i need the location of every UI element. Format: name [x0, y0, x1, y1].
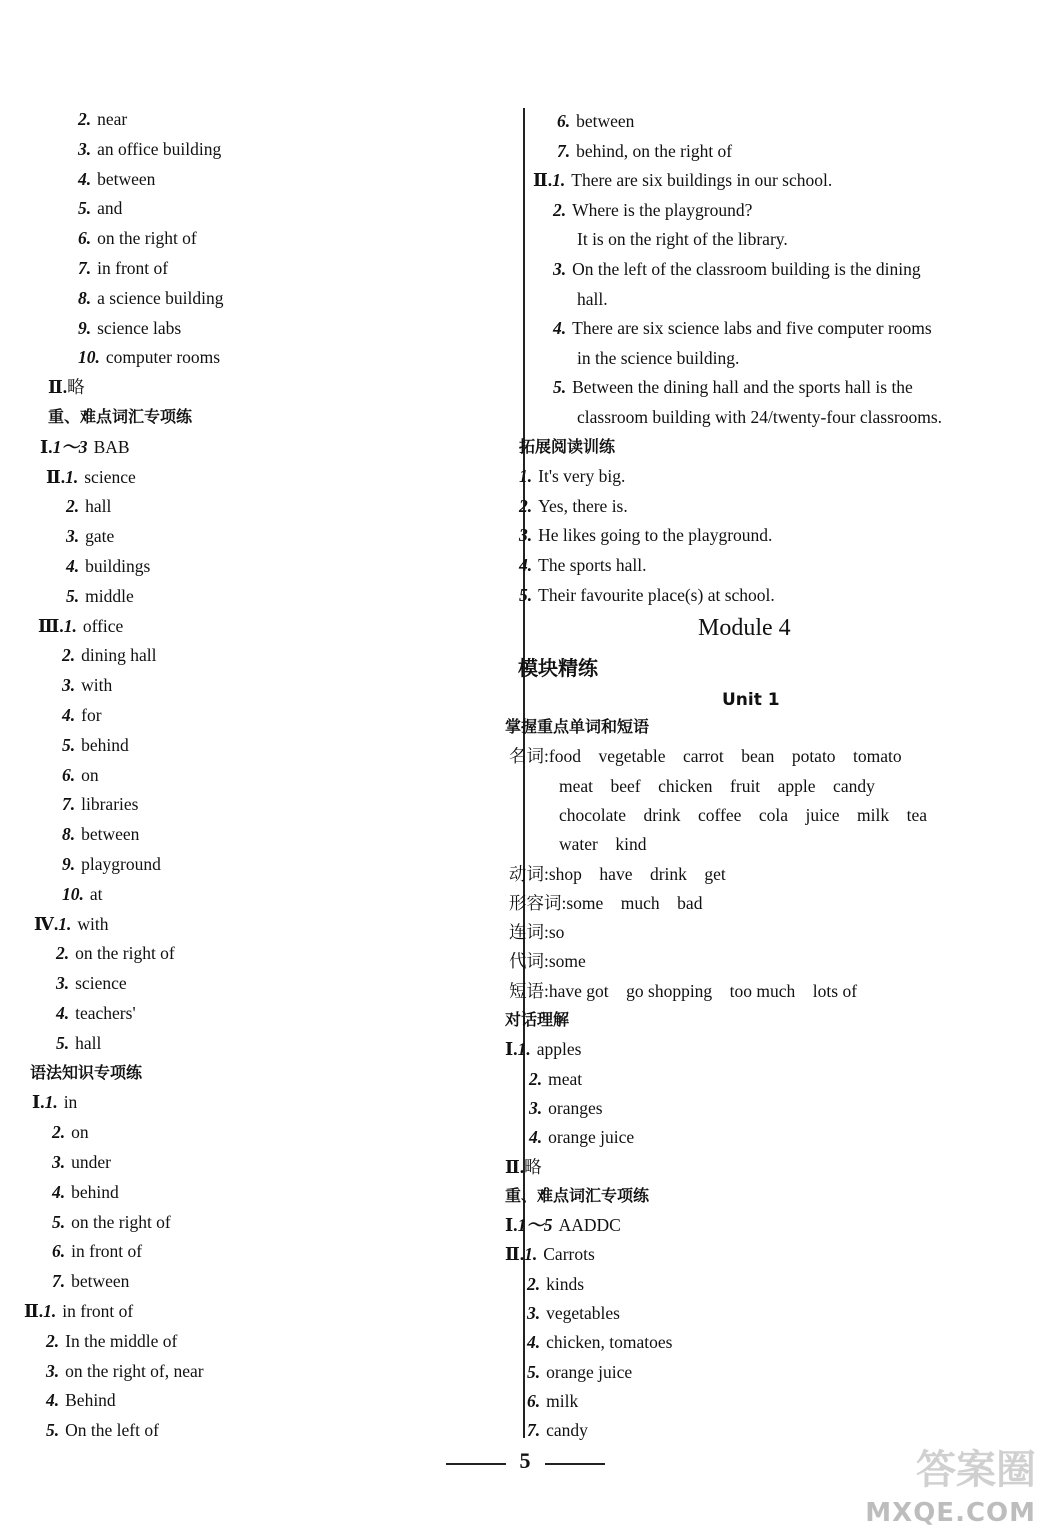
item-number: 6.	[527, 1390, 541, 1411]
item-number: 2.	[66, 496, 80, 517]
item-number: 3.	[519, 525, 533, 546]
roman-numeral: Ⅱ.	[505, 1244, 525, 1265]
answer-line	[505, 1156, 542, 1178]
answer-text: hall	[85, 496, 112, 517]
item-number: 5.	[52, 1211, 66, 1232]
item-number: 5.	[62, 734, 76, 755]
item-number: 10.	[78, 347, 100, 368]
answer-text: chicken, tomatoes	[546, 1332, 673, 1353]
page-number: 5	[519, 1448, 531, 1473]
answer-text: There are six buildings in our school.	[571, 170, 833, 191]
footer-ornament-left	[446, 1463, 506, 1465]
answer-text: with	[81, 675, 113, 696]
answer-line	[78, 287, 223, 309]
answer-line	[78, 317, 181, 339]
answer-line	[32, 1091, 77, 1113]
answer-text: 短语:have got go shopping too much lots of	[509, 980, 858, 1001]
answer-line	[519, 495, 628, 517]
watermark-logo: 答案圈	[916, 1447, 1036, 1493]
answer-line	[78, 257, 168, 279]
section-heading: 语法知识专项练	[30, 1062, 143, 1082]
answer-text: buildings	[85, 556, 151, 576]
item-number: 2.	[529, 1068, 543, 1089]
answer-text: hall	[75, 1032, 102, 1053]
answer-line	[62, 674, 112, 696]
item-number: 4.	[527, 1332, 541, 1353]
answer-text: playground	[81, 854, 161, 874]
answer-text: a science building	[97, 287, 224, 308]
answer-line	[78, 227, 197, 249]
answer-text: 略	[524, 1156, 542, 1177]
answer-line	[519, 524, 772, 546]
answer-line	[48, 376, 85, 398]
answer-text: between	[97, 168, 156, 189]
answer-line	[509, 980, 857, 1002]
item-number: 2.	[52, 1122, 66, 1143]
answer-line	[46, 1360, 204, 1382]
answer-text: middle	[85, 585, 134, 606]
answer-line	[52, 1240, 142, 1262]
watermark	[856, 1438, 1036, 1528]
item-number: 7.	[78, 258, 92, 278]
item-number: 1.	[552, 170, 566, 191]
item-number: 3.	[78, 138, 92, 159]
roman-numeral: Ⅱ.	[24, 1301, 44, 1321]
roman-numeral: Ⅱ.	[505, 1156, 525, 1177]
answer-line	[62, 704, 102, 726]
answer-line	[52, 1121, 89, 1143]
answer-text: Between the dining hall and the sports hall is the	[572, 377, 913, 398]
footer-ornament-right	[545, 1463, 605, 1465]
answer-text: 名词:food vegetable carrot bean potato tomato	[509, 746, 902, 767]
section-heading: 重、难点词汇专项练	[48, 407, 193, 426]
answer-line	[66, 585, 134, 607]
item-number: 2.	[56, 943, 70, 964]
answer-line	[46, 1389, 116, 1411]
module-subtitle: 模块精练	[518, 656, 598, 680]
section-heading: 掌握重点单词和短语	[505, 717, 650, 736]
answer-line	[56, 972, 127, 994]
answer-line	[527, 1361, 632, 1383]
answer-line	[56, 942, 175, 964]
answer-line	[553, 317, 932, 339]
answer-line	[56, 1032, 101, 1054]
answer-line	[509, 921, 564, 943]
answer-line	[577, 228, 788, 250]
answer-line	[66, 495, 111, 517]
answer-text: teachers'	[75, 1003, 136, 1023]
item-number: 6.	[62, 764, 76, 785]
answer-text: Where is the playground?	[572, 199, 753, 220]
answer-text: In the middle of	[65, 1330, 178, 1351]
item-number: 2.	[62, 645, 76, 666]
roman-numeral: Ⅱ.	[46, 466, 66, 487]
answer-line	[509, 950, 586, 972]
answer-line	[553, 258, 921, 280]
answer-line	[62, 853, 161, 875]
answer-line	[78, 138, 221, 160]
answer-line	[577, 288, 608, 310]
answer-line	[527, 1419, 588, 1441]
item-number: 1.	[517, 1039, 531, 1060]
item-number: 4.	[56, 1003, 70, 1023]
answer-line	[56, 1002, 136, 1024]
answer-text: on the right of	[71, 1211, 171, 1232]
answer-line	[62, 764, 99, 786]
item-number: 5.	[553, 377, 567, 398]
item-number: 6.	[78, 228, 92, 249]
answer-line	[38, 615, 123, 637]
section-heading: 重、难点词汇专项练	[505, 1185, 650, 1205]
answer-line	[559, 775, 875, 797]
item-number: 3.	[66, 526, 80, 547]
item-number: 9.	[78, 317, 92, 338]
item-number: 4.	[46, 1390, 60, 1411]
answer-text: in	[63, 1092, 78, 1113]
item-number: 6.	[52, 1241, 66, 1262]
item-number: 2.	[527, 1273, 541, 1294]
answer-text: between	[576, 111, 635, 131]
answer-line	[46, 1419, 159, 1441]
item-number: 4.	[529, 1127, 543, 1148]
roman-numeral: Ⅱ.	[48, 377, 68, 398]
answer-text: oranges	[548, 1097, 603, 1118]
answer-line	[527, 1302, 620, 1324]
item-number: 8.	[62, 824, 76, 845]
answer-text: 形容词:some much bad	[509, 892, 703, 913]
item-number: 3.	[46, 1360, 60, 1381]
item-number: 4.	[519, 555, 533, 575]
answer-line	[52, 1211, 171, 1233]
item-number: 1～3	[52, 436, 88, 457]
answer-text: vegetables	[546, 1303, 620, 1323]
answer-text: on	[71, 1122, 89, 1143]
answer-text: On the left of	[65, 1420, 159, 1441]
roman-numeral: Ⅰ.	[40, 436, 53, 457]
answer-text: in front of	[97, 258, 169, 278]
answer-line	[24, 1300, 133, 1322]
answer-line	[78, 108, 127, 130]
section-heading: 对话理解	[505, 1010, 570, 1029]
answer-text: 动词:shop have drink get	[509, 863, 726, 884]
answer-line	[78, 168, 155, 190]
item-number: 1.	[519, 466, 533, 487]
answer-line	[62, 883, 103, 905]
answer-line	[559, 804, 927, 826]
answer-line	[527, 1273, 584, 1295]
answer-line	[509, 745, 902, 767]
item-number: 2.	[78, 109, 92, 129]
answer-text: Their favourite place(s) at school.	[538, 584, 775, 605]
answer-line	[62, 644, 156, 666]
item-number: 3.	[529, 1097, 543, 1118]
answer-text: on the right of	[97, 228, 197, 249]
answer-line	[553, 199, 752, 221]
item-number: 4.	[62, 705, 76, 725]
item-number: 4.	[78, 168, 92, 189]
answer-text: on the right of, near	[65, 1360, 204, 1381]
answer-text: 代词:some	[509, 951, 586, 972]
module-title: Module 4	[698, 615, 791, 641]
item-number: 6.	[557, 111, 571, 131]
answer-text: It is on the right of the library.	[577, 229, 788, 250]
answer-line	[527, 1331, 672, 1353]
answer-line	[577, 406, 942, 428]
answer-text: orange juice	[548, 1127, 635, 1148]
answer-line	[559, 833, 646, 855]
answer-text: between	[71, 1271, 130, 1292]
answer-text: milk	[546, 1390, 579, 1411]
answer-text: and	[97, 198, 123, 219]
column-divider	[523, 108, 525, 1438]
answer-line	[62, 823, 139, 845]
answer-text: classroom building with 24/twenty-four classrooms.	[577, 407, 943, 427]
answer-line	[62, 793, 138, 815]
roman-numeral: Ⅱ.	[533, 170, 553, 191]
answer-line	[529, 1126, 634, 1148]
answer-text: kinds	[546, 1273, 585, 1294]
answer-text: AADDC	[558, 1215, 621, 1236]
watermark-url: MXQE.COM	[865, 1498, 1036, 1528]
roman-numeral: Ⅰ.	[32, 1092, 45, 1113]
answer-text: Carrots	[543, 1244, 595, 1265]
item-number: 5.	[519, 584, 533, 605]
answer-line	[46, 1330, 177, 1352]
answer-line	[519, 554, 647, 576]
answer-text: water kind	[559, 834, 647, 855]
item-number: 3.	[56, 973, 70, 994]
answer-text: science	[84, 466, 136, 487]
answer-text: science	[75, 973, 127, 994]
item-number: 2.	[553, 199, 567, 220]
answer-text: meat	[548, 1068, 583, 1089]
answer-text: in the science building.	[577, 347, 740, 368]
answer-text: He likes going to the playground.	[538, 525, 773, 546]
answer-text: between	[81, 824, 140, 845]
answer-text: BAB	[93, 436, 130, 457]
answer-text: on	[81, 764, 99, 785]
answer-text: candy	[546, 1420, 588, 1441]
item-number: 4.	[66, 556, 80, 576]
answer-line	[529, 1068, 582, 1090]
item-number: 5.	[66, 585, 80, 606]
answer-line	[529, 1097, 603, 1119]
answer-text: Behind	[65, 1390, 116, 1411]
item-number: 7.	[62, 794, 76, 815]
item-number: 7.	[52, 1271, 66, 1292]
item-number: 1.	[44, 1092, 58, 1113]
item-number: 1.	[524, 1244, 538, 1265]
answer-text: an office building	[97, 138, 222, 159]
answer-line	[505, 1214, 621, 1236]
answer-line	[52, 1181, 119, 1203]
roman-numeral: Ⅲ.	[38, 615, 64, 636]
answer-text: near	[97, 109, 128, 129]
item-number: 5.	[46, 1420, 60, 1441]
answer-text: for	[81, 705, 102, 725]
answer-text: science labs	[97, 317, 182, 338]
answer-text: on the right of	[75, 943, 175, 964]
item-number: 1～5	[517, 1215, 553, 1236]
answer-line	[509, 863, 726, 885]
answer-line	[66, 525, 114, 547]
item-number: 3.	[62, 675, 76, 696]
roman-numeral: Ⅰ.	[505, 1039, 518, 1060]
answer-line	[557, 110, 634, 132]
item-number: 1.	[65, 466, 79, 487]
item-number: 8.	[78, 287, 92, 308]
item-number: 1.	[63, 615, 77, 636]
answer-line	[519, 465, 625, 487]
answer-text: The sports hall.	[538, 555, 647, 575]
item-number: 1.	[43, 1301, 57, 1321]
answer-line	[40, 436, 130, 458]
answer-text: behind, on the right of	[576, 140, 733, 161]
item-number: 3.	[527, 1303, 541, 1323]
answer-line	[533, 169, 832, 191]
answer-text: On the left of the classroom building is the dining	[572, 259, 921, 279]
answer-text: under	[71, 1152, 111, 1172]
answer-text: orange juice	[546, 1361, 633, 1382]
answer-line	[509, 892, 702, 914]
item-number: 7.	[527, 1420, 541, 1441]
answer-text: computer rooms	[105, 347, 221, 368]
answer-line	[519, 584, 775, 606]
item-number: 4.	[553, 318, 567, 339]
answer-text: chocolate drink coffee cola juice milk tea	[559, 804, 928, 825]
item-number: 9.	[62, 854, 76, 874]
answer-line	[34, 913, 108, 935]
answer-text: Yes, there is.	[538, 495, 628, 516]
answer-text: with	[77, 913, 109, 934]
answer-line	[46, 466, 136, 488]
item-number: 10.	[62, 883, 84, 904]
answer-line	[553, 376, 913, 398]
unit-title: Unit 1	[722, 690, 780, 710]
answer-text: There are six science labs and five computer rooms	[572, 318, 932, 339]
answer-text: apples	[536, 1039, 582, 1060]
answer-line	[52, 1151, 111, 1173]
item-number: 1.	[58, 913, 72, 934]
answer-text: hall.	[577, 288, 608, 309]
answer-line	[62, 734, 129, 756]
item-number: 2.	[46, 1330, 60, 1351]
answer-text: at	[89, 883, 103, 904]
answer-text: It's very big.	[538, 466, 626, 487]
item-number: 5.	[56, 1032, 70, 1053]
answer-text: 连词:so	[509, 922, 565, 943]
section-heading: 拓展阅读训练	[519, 436, 616, 456]
answer-line	[505, 1038, 581, 1060]
answer-text: behind	[71, 1181, 119, 1202]
answer-text: libraries	[81, 794, 139, 815]
answer-text: meat beef chicken fruit apple candy	[559, 775, 875, 796]
item-number: 3.	[52, 1152, 66, 1172]
answer-text: gate	[85, 526, 115, 547]
answer-line	[557, 140, 732, 162]
answer-text: 略	[67, 377, 85, 398]
item-number: 4.	[52, 1181, 66, 1202]
item-number: 5.	[527, 1361, 541, 1382]
roman-numeral: Ⅰ.	[505, 1215, 518, 1236]
answer-line	[527, 1390, 578, 1412]
answer-text: in front of	[71, 1241, 143, 1262]
answer-line	[78, 346, 220, 368]
item-number: 3.	[553, 259, 567, 279]
answer-text: dining hall	[81, 645, 157, 666]
item-number: 5.	[78, 198, 92, 219]
roman-numeral: Ⅳ.	[34, 913, 59, 934]
answer-line	[505, 1243, 595, 1265]
answer-text: in front of	[62, 1301, 134, 1321]
item-number: 7.	[557, 140, 571, 161]
item-number: 2.	[519, 495, 533, 516]
answer-text: behind	[81, 734, 129, 755]
answer-line	[52, 1270, 129, 1292]
answer-line	[66, 555, 150, 577]
answer-text: office	[82, 615, 124, 636]
answer-line	[78, 197, 122, 219]
answer-line	[577, 347, 739, 369]
